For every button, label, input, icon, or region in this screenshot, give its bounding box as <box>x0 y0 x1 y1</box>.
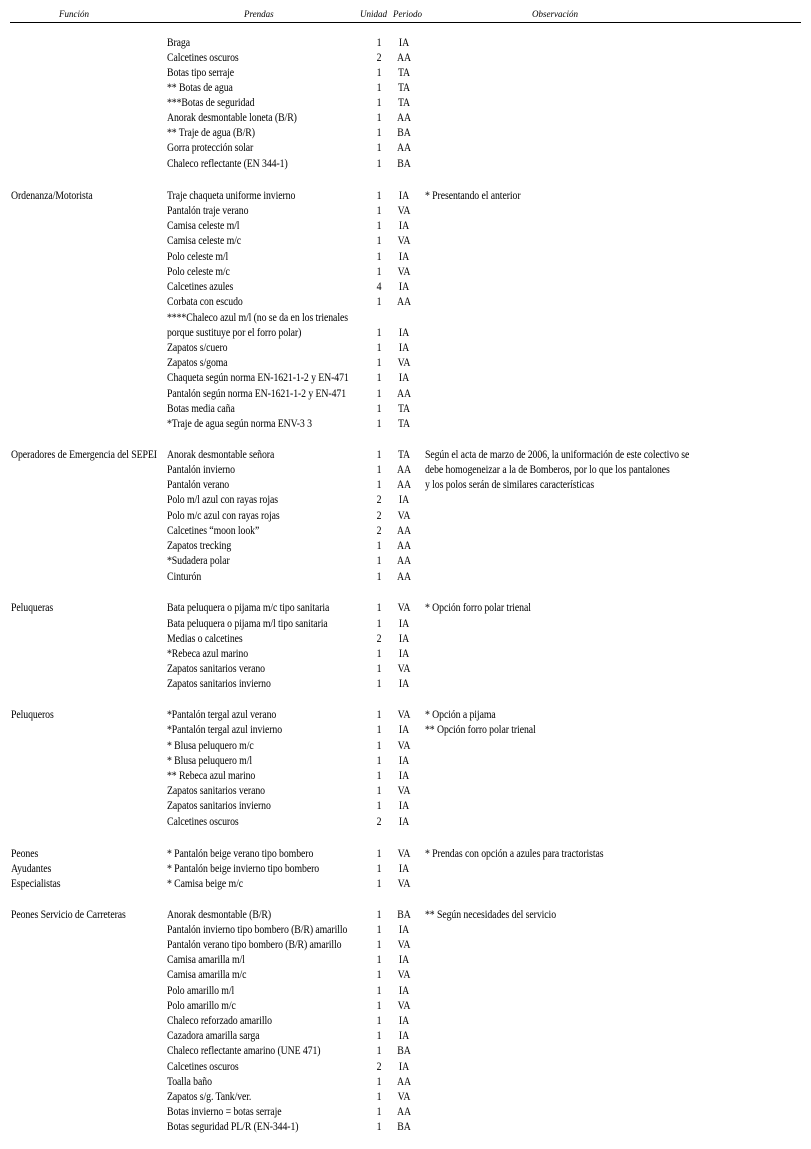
row-periodo: AA <box>396 52 411 64</box>
row-prenda: Calcetines azules <box>167 281 234 293</box>
row-unidad: 1 <box>376 1106 382 1118</box>
row-funcion: Ayudantes <box>11 863 52 875</box>
row-prenda: Calcetines oscuros <box>167 816 239 828</box>
row-unidad: 1 <box>376 939 382 951</box>
row-unidad: 1 <box>376 924 382 936</box>
row-unidad: 1 <box>376 82 382 94</box>
row-unidad: 1 <box>376 1015 382 1027</box>
row-periodo: IA <box>398 678 410 690</box>
row-periodo: TA <box>397 67 411 79</box>
row-observacion: ** Opción forro polar trienal <box>425 724 536 736</box>
row-prenda: Chaqueta según norma EN-1621-1-2 y EN-471 <box>167 372 349 384</box>
row-unidad: 1 <box>376 190 382 202</box>
row-periodo: TA <box>397 97 411 109</box>
row-prenda: Camisa celeste m/c <box>167 235 242 247</box>
row-prenda: *Traje de agua según norma ENV-3 3 <box>167 418 312 430</box>
row-periodo: VA <box>397 969 411 981</box>
row-unidad: 1 <box>376 618 382 630</box>
row-prenda: Botas seguridad PL/R (EN-344-1) <box>167 1121 299 1133</box>
row-prenda: Polo m/l azul con rayas rojas <box>167 494 278 506</box>
row-prenda: *Pantalón tergal azul invierno <box>167 724 283 736</box>
row-unidad: 1 <box>376 740 382 752</box>
row-unidad: 1 <box>376 1045 382 1057</box>
row-periodo: VA <box>397 357 411 369</box>
row-unidad: 1 <box>376 909 382 921</box>
row-prenda: Polo amarillo m/c <box>167 1000 236 1012</box>
row-periodo: TA <box>397 418 411 430</box>
row-prenda: Pantalón verano <box>167 479 230 491</box>
row-funcion: Especialistas <box>11 878 61 890</box>
row-prenda: Zapatos sanitarios invierno <box>167 678 271 690</box>
row-unidad: 1 <box>376 266 382 278</box>
row-periodo: AA <box>396 296 411 308</box>
row-prenda: Bata peluquera o pijama m/l tipo sanitaria <box>167 618 328 630</box>
row-periodo: AA <box>396 571 411 583</box>
header-periodo: Periodo <box>393 9 422 19</box>
row-periodo: IA <box>398 924 410 936</box>
row-periodo: AA <box>396 525 411 537</box>
row-periodo: IA <box>398 618 410 630</box>
row-periodo: TA <box>397 82 411 94</box>
row-unidad: 1 <box>376 372 382 384</box>
row-periodo: VA <box>397 510 411 522</box>
row-prenda: * Blusa peluquero m/l <box>167 755 252 767</box>
row-periodo: IA <box>398 494 410 506</box>
row-unidad: 1 <box>376 969 382 981</box>
row-periodo: IA <box>398 372 410 384</box>
row-periodo: VA <box>397 266 411 278</box>
row-periodo: IA <box>398 816 410 828</box>
row-prenda: Bata peluquera o pijama m/c tipo sanitaria <box>167 602 330 614</box>
row-periodo: IA <box>398 755 410 767</box>
row-periodo: VA <box>397 878 411 890</box>
row-periodo: IA <box>398 220 410 232</box>
row-unidad: 1 <box>376 403 382 415</box>
row-prenda: Pantalón invierno <box>167 464 235 476</box>
row-prenda: Gorra protección solar <box>167 142 254 154</box>
row-periodo: VA <box>397 785 411 797</box>
row-periodo: VA <box>397 740 411 752</box>
row-periodo: VA <box>397 205 411 217</box>
row-prenda: Zapatos trecking <box>167 540 232 552</box>
row-prenda: Anorak desmontable señora <box>167 449 275 461</box>
row-prenda: ** Traje de agua (B/R) <box>167 127 255 139</box>
row-unidad: 1 <box>376 235 382 247</box>
row-unidad: 1 <box>376 464 382 476</box>
row-funcion: Peones <box>11 848 39 860</box>
row-prenda: Chaleco reflectante (EN 344-1) <box>167 158 288 170</box>
row-unidad: 1 <box>376 418 382 430</box>
row-observacion: Según el acta de marzo de 2006, la uniformación de este colectivo se <box>425 449 690 461</box>
row-prenda: Medias o calcetines <box>167 633 243 645</box>
row-unidad: 1 <box>376 37 382 49</box>
row-prenda: Chaleco reflectante amarino (UNE 471) <box>167 1045 321 1057</box>
row-unidad: 2 <box>376 52 382 64</box>
row-prenda: Camisa amarilla m/l <box>167 954 245 966</box>
row-periodo: BA <box>397 1045 411 1057</box>
row-periodo: IA <box>398 327 410 339</box>
row-prenda: Pantalón traje verano <box>167 205 249 217</box>
header-unidad: Unidad <box>360 9 387 19</box>
row-periodo: VA <box>397 709 411 721</box>
row-periodo: TA <box>397 403 411 415</box>
row-funcion: Ordenanza/Motorista <box>11 190 93 202</box>
row-prenda: * Camisa beige m/c <box>167 878 243 890</box>
header-funcion: Función <box>59 9 89 19</box>
row-prenda: Cinturón <box>167 571 202 583</box>
row-observacion: * Opción forro polar trienal <box>425 602 531 614</box>
row-unidad: 1 <box>376 985 382 997</box>
row-prenda: Traje chaqueta uniforme invierno <box>167 190 296 202</box>
row-unidad: 1 <box>376 142 382 154</box>
row-unidad: 1 <box>376 1030 382 1042</box>
row-periodo: AA <box>396 479 411 491</box>
row-prenda: *Pantalón tergal azul verano <box>167 709 277 721</box>
row-prenda: Zapatos s/goma <box>167 357 228 369</box>
row-periodo: BA <box>397 909 411 921</box>
row-unidad: 1 <box>376 342 382 354</box>
row-observacion: * Prendas con opción a azules para tractoristas <box>425 848 604 860</box>
row-prenda: *Sudadera polar <box>167 555 230 567</box>
row-periodo: AA <box>396 1106 411 1118</box>
row-prenda: Polo celeste m/c <box>167 266 230 278</box>
row-observacion: debe homogeneizar a la de Bomberos, por lo que los pantalones <box>425 464 670 476</box>
row-prenda: * Pantalón beige invierno tipo bombero <box>167 863 320 875</box>
row-periodo: IA <box>398 281 410 293</box>
row-unidad: 1 <box>376 205 382 217</box>
row-periodo: IA <box>398 800 410 812</box>
row-prenda: Anorak desmontable loneta (B/R) <box>167 112 297 124</box>
row-unidad: 1 <box>376 251 382 263</box>
row-periodo: AA <box>396 112 411 124</box>
row-prenda: Zapatos sanitarios verano <box>167 663 265 675</box>
row-prenda: ** Botas de agua <box>167 82 233 94</box>
row-prenda: ***Botas de seguridad <box>167 97 255 109</box>
row-unidad: 1 <box>376 1121 382 1133</box>
row-funcion: Peluqueras <box>11 602 54 614</box>
row-observacion: * Presentando el anterior <box>425 190 521 202</box>
row-unidad: 1 <box>376 112 382 124</box>
row-unidad: 1 <box>376 296 382 308</box>
row-prenda: Camisa celeste m/l <box>167 220 240 232</box>
row-unidad: 2 <box>376 1061 382 1073</box>
row-observacion: * Opción a pijama <box>425 709 496 721</box>
row-unidad: 1 <box>376 327 382 339</box>
row-unidad: 1 <box>376 357 382 369</box>
row-unidad: 2 <box>376 510 382 522</box>
row-unidad: 1 <box>376 770 382 782</box>
row-periodo: IA <box>398 770 410 782</box>
row-prenda: Corbata con escudo <box>167 296 243 308</box>
row-prenda: ****Chaleco azul m/l (no se da en los trienales <box>167 312 348 324</box>
row-periodo: IA <box>398 342 410 354</box>
row-prenda: Polo amarillo m/l <box>167 985 235 997</box>
row-unidad: 2 <box>376 633 382 645</box>
row-unidad: 1 <box>376 785 382 797</box>
row-periodo: VA <box>397 602 411 614</box>
row-unidad: 1 <box>376 127 382 139</box>
row-periodo: IA <box>398 648 410 660</box>
row-periodo: VA <box>397 1091 411 1103</box>
row-unidad: 1 <box>376 479 382 491</box>
row-unidad: 1 <box>376 1076 382 1088</box>
row-prenda: Calcetines “moon look” <box>167 525 260 537</box>
row-prenda: Zapatos sanitarios verano <box>167 785 265 797</box>
row-periodo: AA <box>396 540 411 552</box>
row-unidad: 1 <box>376 1000 382 1012</box>
row-prenda: Botas tipo serraje <box>167 67 235 79</box>
row-prenda: porque sustituye por el forro polar) <box>167 327 302 339</box>
row-prenda: Calcetines oscuros <box>167 52 239 64</box>
row-prenda: Botas media caña <box>167 403 235 415</box>
row-periodo: AA <box>396 464 411 476</box>
row-periodo: BA <box>397 158 411 170</box>
row-periodo: VA <box>397 663 411 675</box>
row-prenda: Anorak desmontable (B/R) <box>167 909 272 921</box>
row-funcion: Peluqueros <box>11 709 54 721</box>
row-periodo: AA <box>396 142 411 154</box>
header-rule <box>10 22 801 23</box>
row-unidad: 1 <box>376 878 382 890</box>
row-periodo: BA <box>397 1121 411 1133</box>
row-prenda: Camisa amarilla m/c <box>167 969 247 981</box>
row-periodo: AA <box>396 388 411 400</box>
row-periodo: VA <box>397 235 411 247</box>
row-periodo: IA <box>398 985 410 997</box>
row-prenda: Zapatos sanitarios invierno <box>167 800 271 812</box>
row-funcion: Peones Servicio de Carreteras <box>11 909 126 921</box>
row-prenda: *Rebeca azul marino <box>167 648 249 660</box>
row-prenda: Toalla baño <box>167 1076 212 1088</box>
row-prenda: ** Rebeca azul marino <box>167 770 256 782</box>
row-unidad: 2 <box>376 816 382 828</box>
row-unidad: 4 <box>376 281 382 293</box>
row-periodo: TA <box>397 449 411 461</box>
row-unidad: 1 <box>376 954 382 966</box>
row-unidad: 1 <box>376 678 382 690</box>
row-periodo: IA <box>398 863 410 875</box>
header-observacion: Observación <box>532 9 578 19</box>
row-observacion: y los polos serán de similares características <box>425 479 595 491</box>
row-unidad: 1 <box>376 571 382 583</box>
row-unidad: 1 <box>376 709 382 721</box>
row-prenda: Braga <box>167 37 190 49</box>
row-unidad: 1 <box>376 755 382 767</box>
row-periodo: AA <box>396 1076 411 1088</box>
row-periodo: IA <box>398 190 410 202</box>
header-prendas: Prendas <box>244 9 274 19</box>
row-unidad: 1 <box>376 97 382 109</box>
row-unidad: 1 <box>376 388 382 400</box>
row-periodo: VA <box>397 939 411 951</box>
row-prenda: Chaleco reforzado amarillo <box>167 1015 272 1027</box>
row-unidad: 1 <box>376 724 382 736</box>
row-prenda: Pantalón invierno tipo bombero (B/R) amarillo <box>167 924 348 936</box>
row-periodo: IA <box>398 1030 410 1042</box>
row-prenda: Zapatos s/cuero <box>167 342 228 354</box>
row-unidad: 1 <box>376 67 382 79</box>
row-prenda: Polo m/c azul con rayas rojas <box>167 510 280 522</box>
row-unidad: 1 <box>376 1091 382 1103</box>
row-periodo: IA <box>398 1015 410 1027</box>
row-prenda: * Blusa peluquero m/c <box>167 740 254 752</box>
row-prenda: Cazadora amarilla sarga <box>167 1030 260 1042</box>
row-unidad: 1 <box>376 800 382 812</box>
row-unidad: 1 <box>376 863 382 875</box>
row-unidad: 1 <box>376 449 382 461</box>
row-periodo: AA <box>396 555 411 567</box>
row-unidad: 2 <box>376 525 382 537</box>
row-prenda: Calcetines oscuros <box>167 1061 239 1073</box>
row-unidad: 1 <box>376 220 382 232</box>
row-unidad: 1 <box>376 540 382 552</box>
row-periodo: IA <box>398 251 410 263</box>
row-prenda: Zapatos s/g. Tank/ver. <box>167 1091 252 1103</box>
row-unidad: 1 <box>376 848 382 860</box>
row-unidad: 1 <box>376 663 382 675</box>
row-periodo: IA <box>398 1061 410 1073</box>
row-unidad: 1 <box>376 158 382 170</box>
row-unidad: 1 <box>376 648 382 660</box>
row-periodo: IA <box>398 633 410 645</box>
row-periodo: VA <box>397 848 411 860</box>
row-prenda: Polo celeste m/l <box>167 251 229 263</box>
row-observacion: ** Según necesidades del servicio <box>425 909 557 921</box>
row-unidad: 1 <box>376 602 382 614</box>
row-unidad: 1 <box>376 555 382 567</box>
row-prenda: * Pantalón beige verano tipo bombero <box>167 848 314 860</box>
row-periodo: BA <box>397 127 411 139</box>
row-prenda: Pantalón según norma EN-1621-1-2 y EN-471 <box>167 388 347 400</box>
row-periodo: VA <box>397 1000 411 1012</box>
row-periodo: IA <box>398 37 410 49</box>
row-unidad: 2 <box>376 494 382 506</box>
row-periodo: IA <box>398 954 410 966</box>
row-funcion: Operadores de Emergencia del SEPEI <box>11 449 157 461</box>
row-prenda: Pantalón verano tipo bombero (B/R) amarillo <box>167 939 342 951</box>
row-prenda: Botas invierno = botas serraje <box>167 1106 282 1118</box>
row-periodo: IA <box>398 724 410 736</box>
